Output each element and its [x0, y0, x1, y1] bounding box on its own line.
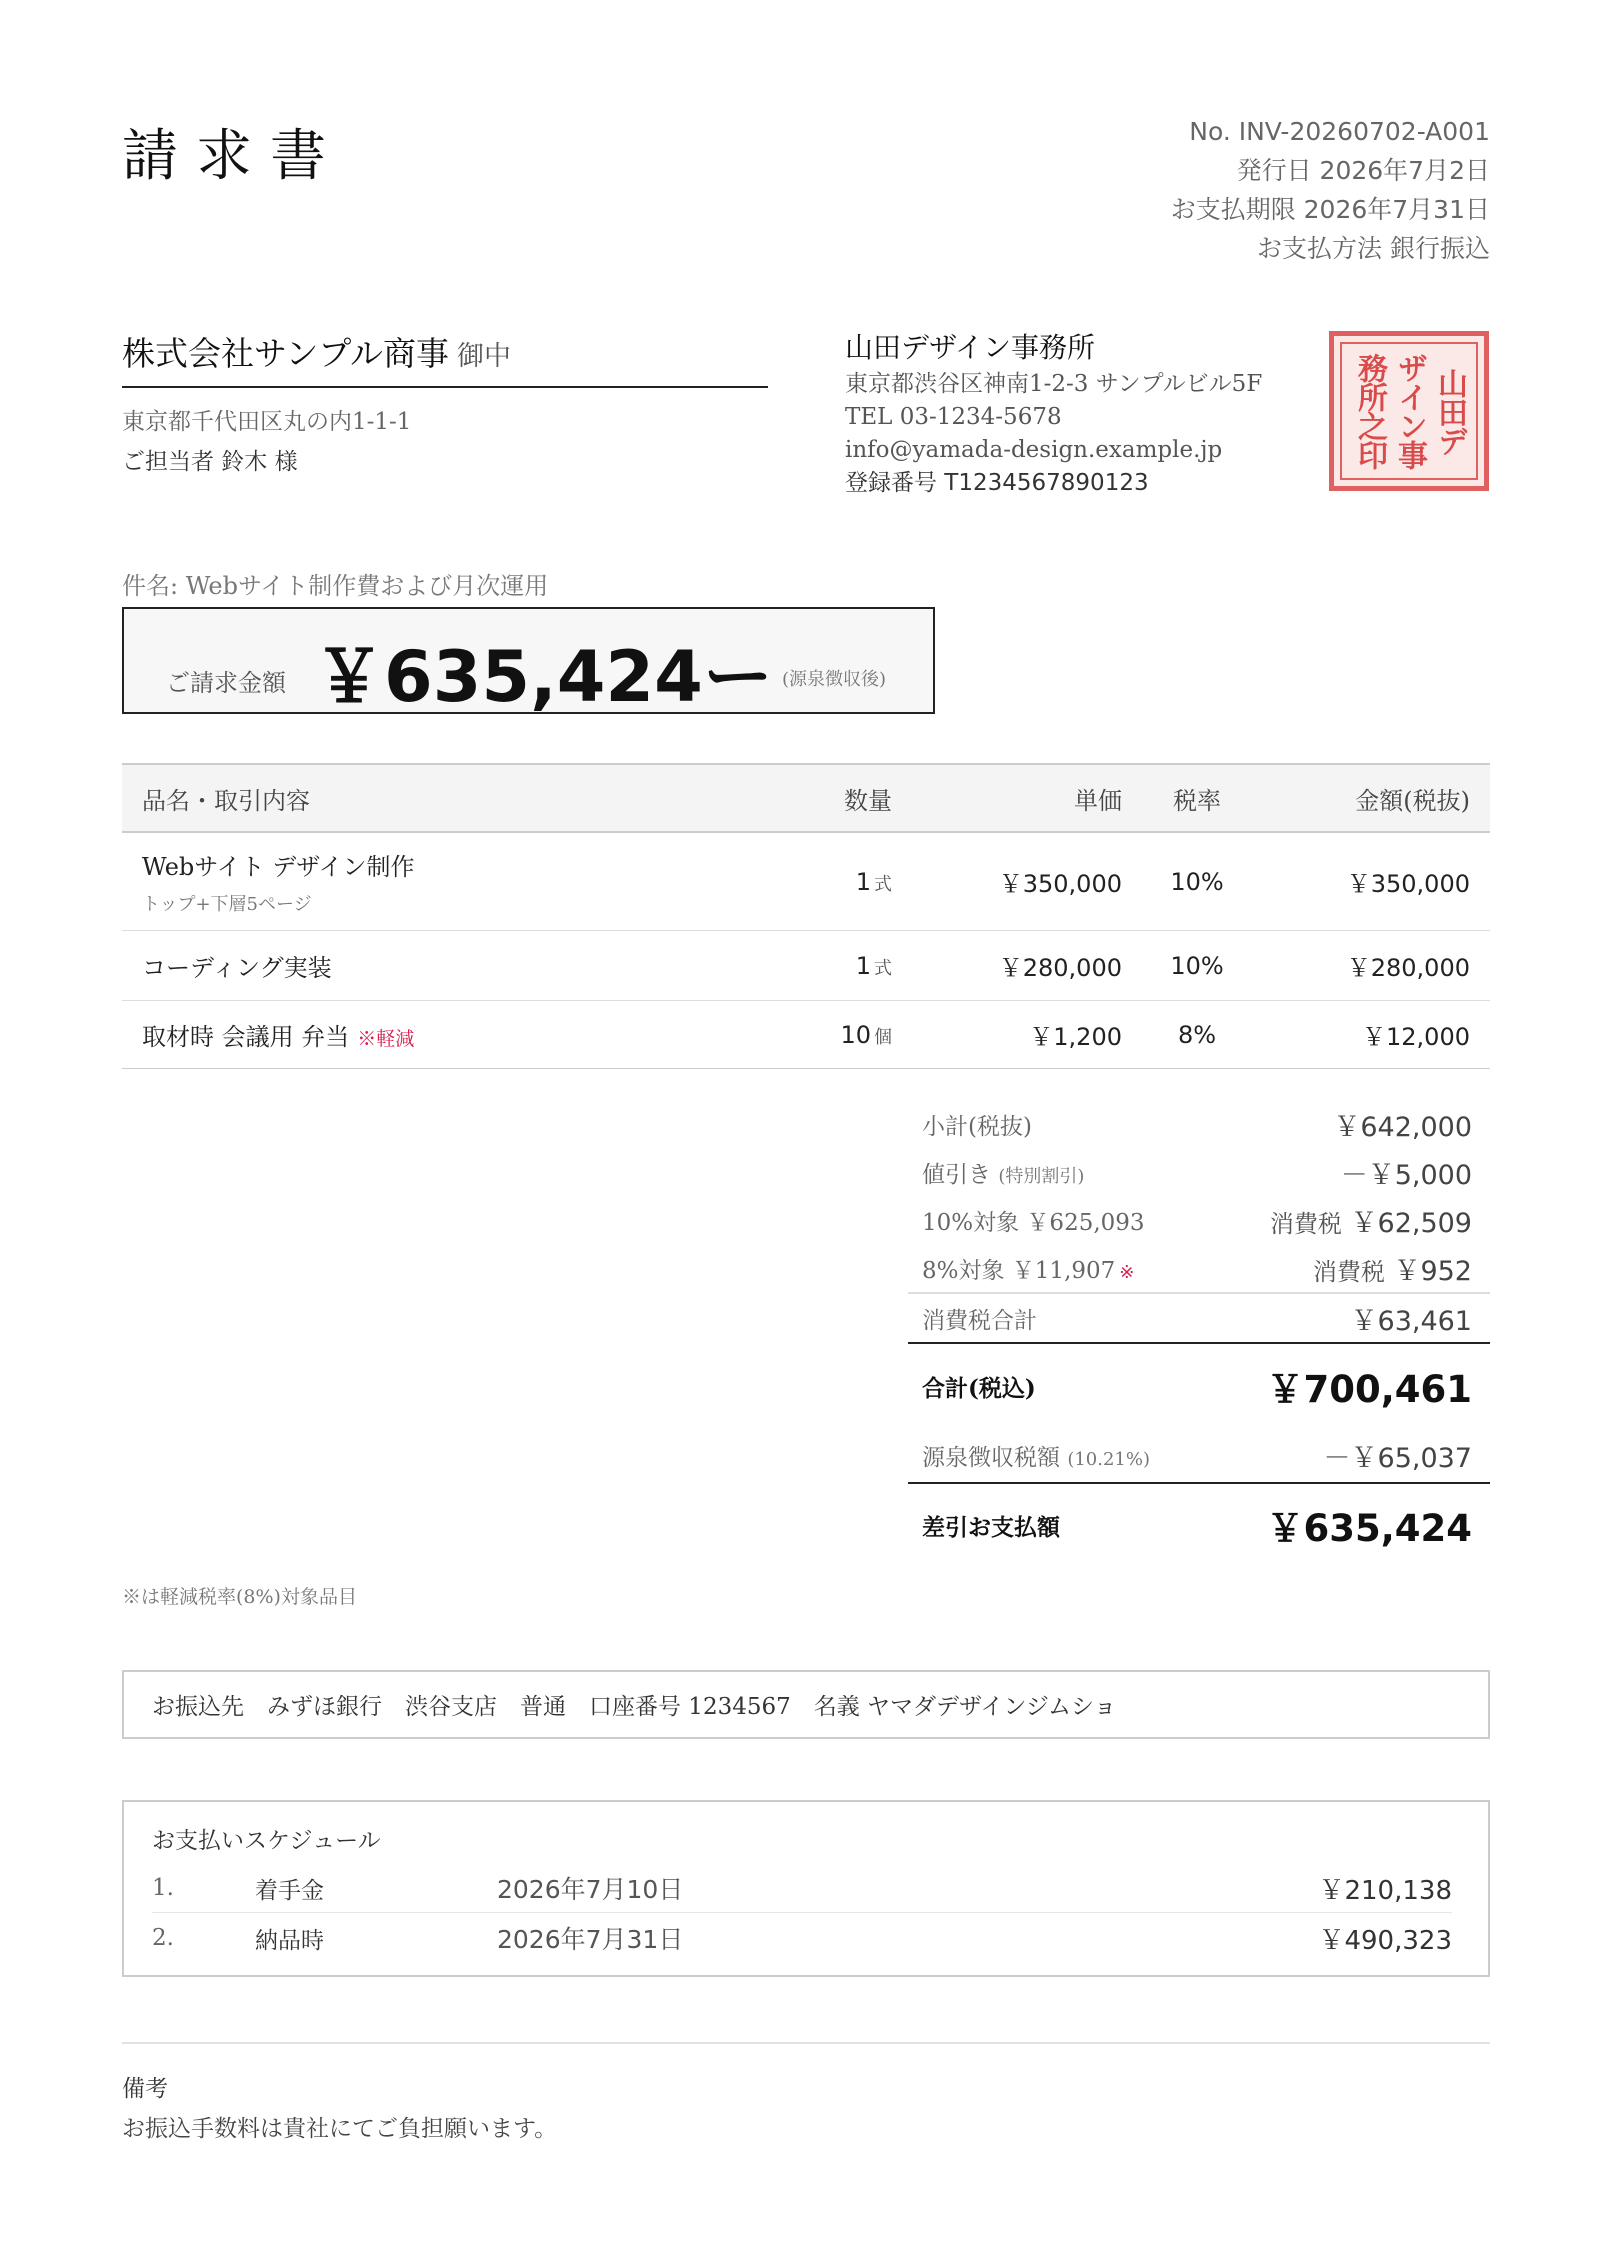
seal-col-1: 山田デ — [1432, 367, 1467, 455]
qty-cell — [772, 1001, 912, 1069]
qty-value: 10 — [840, 1020, 871, 1049]
withholding-note: (10.21%) — [1067, 1448, 1150, 1470]
seal-inner-frame — [1340, 342, 1478, 480]
document-title: 請求書 — [122, 124, 344, 189]
list-item — [152, 1864, 1452, 1913]
bank-transfer-info: お振込先 みずほ銀行 渋谷支店 普通 口座番号 1234567 名義 ヤマダデザインジムショ — [122, 1670, 1490, 1739]
seal-col-2: ザイン事 — [1392, 353, 1427, 469]
unit-price: ￥350,000 — [912, 832, 1142, 931]
schedule-label: 納品時 — [255, 1927, 324, 1954]
qty-cell — [772, 832, 912, 931]
discount-label: 値引き — [922, 1161, 991, 1188]
issuer-tel: TEL 03-1234-5678 — [845, 404, 1062, 430]
client-honorific: 御中 — [457, 341, 512, 372]
line-items-table — [122, 763, 1490, 1069]
col-header-item: 品名・取引内容 — [122, 764, 772, 832]
remarks-title: 備考 — [122, 2076, 168, 2102]
table-row — [122, 832, 1490, 931]
company-seal-stamp — [1329, 331, 1489, 491]
qty-cell — [772, 931, 912, 1001]
item-description: トップ+下層5ページ — [142, 894, 312, 915]
unit-price: ￥280,000 — [912, 931, 1142, 1001]
schedule-amount: ￥210,138 — [1318, 1875, 1452, 1906]
payment-schedule — [122, 1800, 1490, 1977]
table-header-row — [122, 764, 1490, 832]
line-amount: ￥280,000 — [1252, 931, 1490, 1001]
totals-section — [908, 1100, 1490, 1566]
client-name: 株式会社サンプル商事 — [122, 334, 450, 373]
remarks-text: お振込手数料は貴社にてご負担願います。 — [122, 2116, 558, 2142]
payment-method: お支払方法 銀行振込 — [1257, 234, 1490, 263]
billing-amount-box — [122, 607, 935, 718]
client-name-block — [122, 328, 511, 375]
billing-amount-note: (源泉徴収後) — [782, 669, 887, 690]
withholding-row — [908, 1428, 1490, 1484]
qty-unit: 式 — [874, 957, 892, 979]
net-payment-value: ￥635,424 — [1266, 1507, 1472, 1550]
tax10-base: 10%対象 ￥625,093 — [922, 1209, 1145, 1236]
qty-unit: 個 — [874, 1026, 892, 1048]
qty-value: 1 — [855, 951, 871, 980]
tax10-label: 消費税 — [1269, 1209, 1342, 1238]
tax8-row — [908, 1244, 1490, 1292]
tax10-block — [1270, 1201, 1472, 1240]
tax-rate: 10% — [1142, 931, 1252, 1001]
issuer-address: 東京都渋谷区神南1-2-3 サンプルビル5F — [845, 371, 1263, 397]
subtotal-row — [908, 1100, 1490, 1148]
tax8-base-block — [922, 1252, 1134, 1285]
withholding-value: －￥65,037 — [1323, 1442, 1472, 1474]
tax8-base: 8%対象 ￥11,907 — [922, 1257, 1116, 1284]
line-amount: ￥12,000 — [1252, 1001, 1490, 1069]
subtotal-value: ￥642,000 — [1333, 1111, 1472, 1143]
item-cell — [122, 1001, 772, 1069]
net-payment-label: 差引お支払額 — [922, 1513, 1060, 1541]
client-address: 東京都千代田区丸の内1-1-1 — [122, 409, 412, 435]
discount-value: －￥5,000 — [1340, 1159, 1472, 1191]
client-details — [122, 402, 411, 482]
schedule-date: 2026年7月31日 — [497, 1925, 684, 1954]
item-cell — [122, 931, 772, 1001]
table-row — [122, 1001, 1490, 1069]
seal-col-3: 務所之印 — [1352, 353, 1387, 469]
invoice-meta — [1171, 112, 1490, 268]
reduced-tax-mark: ※軽減 — [357, 1028, 415, 1050]
issuer-name: 山田デザイン事務所 — [845, 331, 1096, 364]
net-payment-row — [908, 1484, 1490, 1566]
line-amount: ￥350,000 — [1252, 832, 1490, 931]
tax8-reduced-mark: ※ — [1119, 1261, 1135, 1283]
schedule-title: お支払いスケジュール — [152, 1828, 381, 1854]
list-item — [152, 1914, 1452, 1962]
tax-total-value: ￥63,461 — [1350, 1305, 1472, 1337]
qty-unit: 式 — [874, 873, 892, 895]
col-header-rate: 税率 — [1142, 764, 1252, 832]
schedule-number: 1. — [152, 1875, 174, 1901]
billing-amount-label: ご請求金額 — [166, 669, 286, 697]
issuer-email: info@yamada-design.example.jp — [845, 437, 1223, 463]
tax10-value: ￥62,509 — [1350, 1207, 1472, 1239]
issuer-registration: 登録番号 T1234567890123 — [845, 470, 1149, 496]
discount-note: (特別割引) — [998, 1165, 1085, 1187]
item-name: コーディング実装 — [142, 954, 332, 982]
tax8-label: 消費税 — [1312, 1257, 1385, 1286]
schedule-amount: ￥490,323 — [1318, 1925, 1452, 1956]
reduced-tax-footnote: ※は軽減税率(8%)対象品目 — [122, 1586, 357, 1608]
schedule-number: 2. — [152, 1925, 174, 1951]
due-date: お支払期限 2026年7月31日 — [1170, 195, 1490, 224]
remarks-divider — [122, 2042, 1490, 2044]
withholding-label: 源泉徴収税額 — [922, 1444, 1060, 1471]
item-name: Webサイト デザイン制作 — [142, 853, 415, 881]
tax8-block — [1313, 1249, 1472, 1288]
tax8-value: ￥952 — [1393, 1255, 1472, 1287]
invoice-number: No. INV-20260702-A001 — [1189, 117, 1490, 146]
tax10-row — [908, 1196, 1490, 1244]
schedule-date: 2026年7月10日 — [497, 1875, 684, 1904]
subtotal-label: 小計(税抜) — [922, 1113, 1032, 1140]
client-underline — [122, 386, 768, 388]
col-header-price: 単価 — [912, 764, 1142, 832]
client-contact: ご担当者 鈴木 様 — [122, 449, 298, 475]
qty-value: 1 — [855, 867, 871, 896]
col-header-amount: 金額(税抜) — [1252, 764, 1490, 832]
item-cell — [122, 832, 772, 931]
invoice-subject: 件名: Webサイト制作費および月次運用 — [122, 572, 549, 600]
schedule-label: 着手金 — [255, 1877, 324, 1904]
withholding-label-block — [922, 1439, 1150, 1472]
discount-row — [908, 1148, 1490, 1196]
table-row — [122, 931, 1490, 1001]
discount-label-block — [922, 1156, 1084, 1189]
item-name: 取材時 会議用 弁当 — [142, 1023, 350, 1051]
tax-rate: 10% — [1142, 832, 1252, 931]
grand-total-value: ￥700,461 — [1266, 1368, 1472, 1411]
grand-total-row — [908, 1344, 1490, 1428]
issuer-details — [845, 328, 1262, 500]
col-header-qty: 数量 — [772, 764, 912, 832]
tax-total-label: 消費税合計 — [922, 1307, 1037, 1334]
issue-date: 発行日 2026年7月2日 — [1236, 156, 1490, 185]
grand-total-label: 合計(税込) — [922, 1374, 1036, 1402]
unit-price: ￥1,200 — [912, 1001, 1142, 1069]
tax-total-row — [908, 1292, 1490, 1344]
tax-rate: 8% — [1142, 1001, 1252, 1069]
billing-amount-value: ￥635,424ー — [314, 636, 773, 718]
